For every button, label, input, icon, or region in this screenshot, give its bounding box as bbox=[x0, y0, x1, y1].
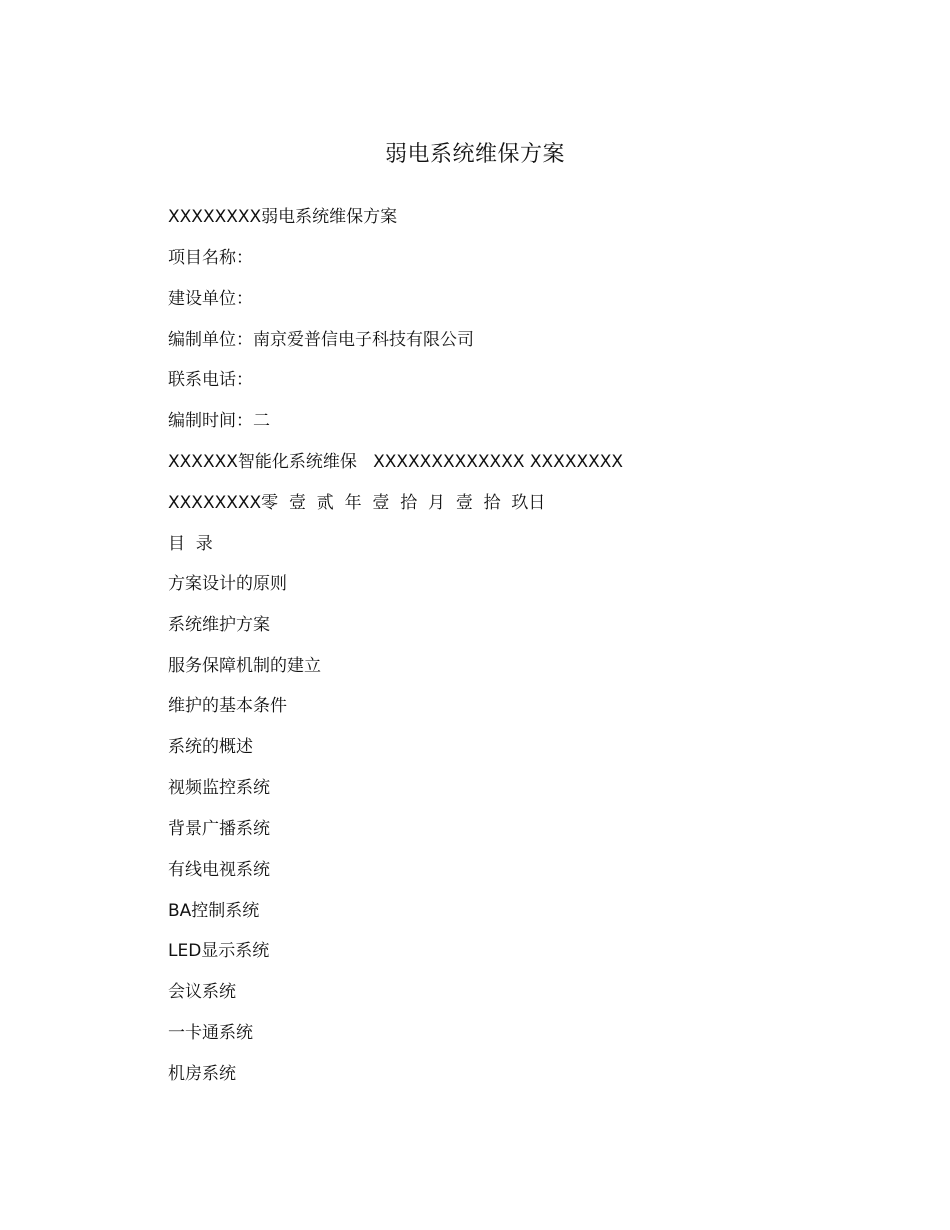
toc-item: LED显示系统 bbox=[168, 941, 270, 961]
document-title: 弱电系统维保方案 bbox=[384, 142, 565, 167]
date-line: XXXXXXXX零 壹 贰 年 壹 拾 月 壹 拾 玖日 bbox=[168, 493, 546, 513]
toc-item: BA控制系统 bbox=[168, 901, 260, 921]
doc-subtitle-line: XXXXXXXX弱电系统维保方案 bbox=[168, 207, 398, 227]
toc-heading: 目 录 bbox=[168, 534, 213, 554]
toc-item: 一卡通系统 bbox=[168, 1023, 253, 1043]
toc-item: 会议系统 bbox=[168, 982, 236, 1002]
toc-item: 视频监控系统 bbox=[168, 778, 270, 798]
toc-item: 背景广播系统 bbox=[168, 819, 270, 839]
toc-item: 机房系统 bbox=[168, 1064, 236, 1084]
toc-item: 系统的概述 bbox=[168, 737, 253, 757]
system-maintenance-line: XXXXXX智能化系统维保 XXXXXXXXXXXXX XXXXXXXX bbox=[168, 452, 624, 472]
toc-item: 服务保障机制的建立 bbox=[168, 656, 321, 676]
toc-item: 有线电视系统 bbox=[168, 860, 270, 880]
project-name-field: 项目名称： bbox=[168, 248, 253, 268]
toc-item: 维护的基本条件 bbox=[168, 696, 287, 716]
toc-item: 系统维护方案 bbox=[168, 615, 270, 635]
toc-item: 方案设计的原则 bbox=[168, 574, 287, 594]
contact-phone-field: 联系电话： bbox=[168, 370, 253, 390]
author-unit-field: 编制单位：南京爱普信电子科技有限公司 bbox=[168, 330, 474, 350]
client-unit-field: 建设单位： bbox=[168, 289, 253, 309]
compile-date-field: 编制时间：二 bbox=[168, 411, 270, 431]
